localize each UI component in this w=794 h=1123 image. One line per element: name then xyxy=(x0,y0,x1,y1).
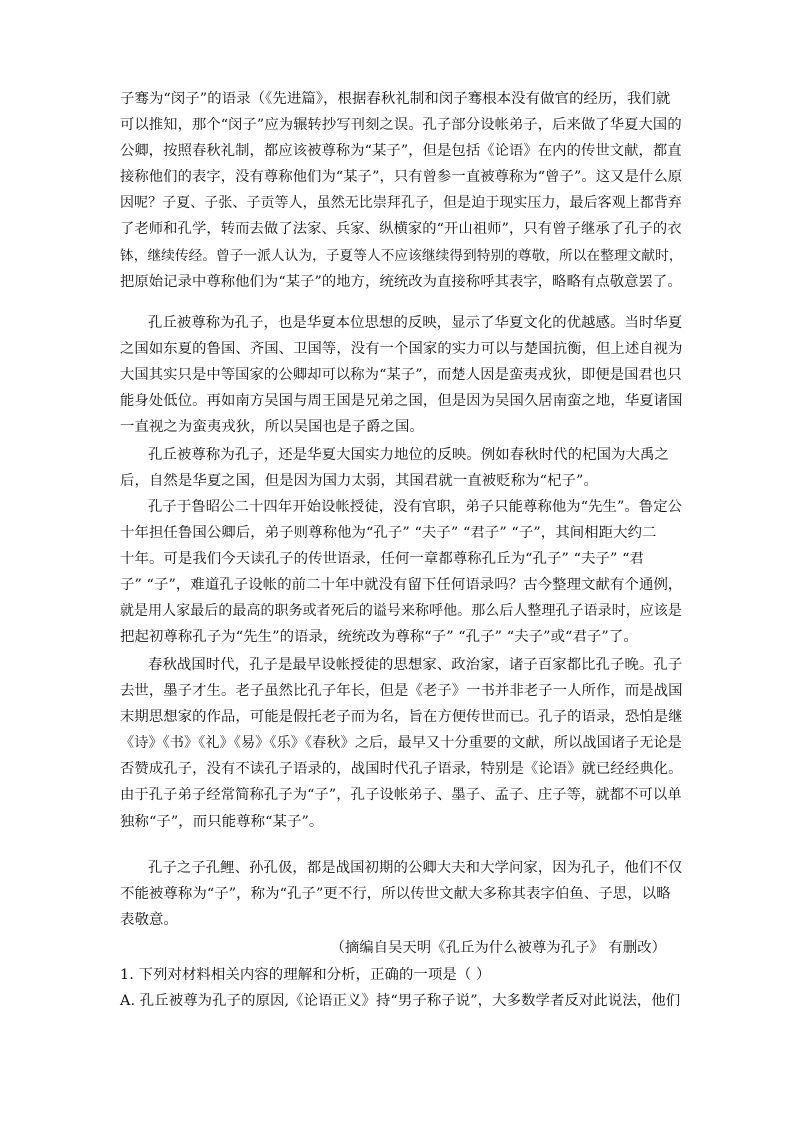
text-line: 孔子之子孔鲤、孙孔伋，都是战国初期的公卿大夫和大学问家，因为孔子，他们不仅 xyxy=(148,860,683,876)
source-citation: （摘编自吴天明《孔丘为什么被尊为孔子》 有删改） xyxy=(330,940,666,956)
paragraph-4 xyxy=(120,494,682,651)
text-line: 孔子于鲁昭公二十四年开始设帐授徒，没有官职，弟子只能尊称他为“先生”。鲁定公 xyxy=(148,499,683,515)
text-line: 大国其实只是中等国家的公卿却可以称为“某子”，而楚人因是蛮夷戎狄，即便是国君也只 xyxy=(120,367,682,384)
text-line: 一直视之为蛮夷戎狄，所以吴国也是子爵之国。 xyxy=(120,419,424,436)
text-line: 子骞为“闵子”的语录（《先进篇》，根据春秋礼制和闵子骞根本没有做官的经历，我们就 xyxy=(120,91,671,107)
text-line: 能身处低位。再如南方吴国与周王国是兄弟之国，但是因为吴国久居南蛮之地，华夏诸国 xyxy=(120,393,683,410)
text-line: 就是用人家最后的最高的职务或者死后的谥号来称呼他。那么后人整理孔子语录时，应该是 xyxy=(120,603,682,620)
paragraph-2 xyxy=(120,310,682,440)
paragraph-6 xyxy=(120,855,682,933)
text-line: 末期思想家的作品，可能是假托老子而为名，旨在方便传世而已。孔子的语录，恐怕是继 xyxy=(120,709,683,726)
text-line: 后，自然是华夏之国，但是因为国力太弱，其国君就一直被贬称为“杞子”。 xyxy=(120,473,598,490)
text-line: 公卿，按照春秋礼制，都应该被尊称为“某子”，但是包括《论语》在内的传世文献，都直 xyxy=(120,143,682,160)
text-line: 独称“子”，而只能尊称“某子”。 xyxy=(120,813,324,830)
text-line: 春秋战国时代，孔子是最早设帐授徒的思想家、政治家，诸子百家都比孔子晚。孔子 xyxy=(148,657,683,673)
text-line: 钵，继续传经。曾子一派人认为，子夏等人不应该继续得到特别的尊敬，所以在整理文献时， xyxy=(120,247,683,264)
paragraph-5 xyxy=(120,652,682,835)
text-line: 去世，墨子才生。老子虽然比孔子年长，但是《老子》一书并非老子一人所作，而是战国 xyxy=(120,683,683,700)
question-stem: 1. 下列对材料相关内容的理解和分析，正确的一项是（ ） xyxy=(120,967,491,983)
text-line: 把起初尊称孔子为“先生”的语录，统统改为尊称“子” “孔子” “夫子”或“君子”了。 xyxy=(120,629,638,646)
text-line: 之国如东夏的鲁国、齐国、卫国等，没有一个国家的实力可以与楚国抗衡，但上述自视为 xyxy=(120,341,683,358)
text-line: 否赞成孔子，没有不读孔子语录的，战国时代孔子语录，特别是《论语》就已经经典化。 xyxy=(120,761,683,778)
text-line: 接称他们的表字，没有尊称他们为“某子”，只有曾参一直被尊称为“曾子”。这又是什么原 xyxy=(120,169,683,186)
paragraph-1 xyxy=(120,86,682,295)
paragraph-3 xyxy=(120,442,682,494)
question-1 xyxy=(120,962,682,1014)
text-line: 表敬意。 xyxy=(120,912,178,929)
text-line: 《诗》《书》《礼》《易》《乐》《春秋》之后，最早又十分重要的文献，所以战国诸子无论是 xyxy=(120,735,682,752)
text-line: 孔丘被尊称为孔子，还是华夏大国实力地位的反映。例如春秋时代的杞国为大禹之 xyxy=(148,447,669,463)
text-line: 孔丘被尊称为孔子，也是华夏本位思想的反映，显示了华夏文化的优越感。当时华夏 xyxy=(148,315,683,331)
text-line: 子” “子”，难道孔子设帐的前二十年中就没有留下任何语录吗？古今整理文献有个通例， xyxy=(120,577,683,594)
text-line: 不能被尊称为“子”，称为“孔子”更不行，所以传世文献大多称其表字伯鱼、子思，以略 xyxy=(120,886,671,903)
text-line: 十年担任鲁国公卿后，弟子则尊称他为“孔子” “夫子” “君子” “子”，其间相距大约二 xyxy=(120,525,657,542)
text-line: 由于孔子弟子经常简称孔子为“子”，孔子设帐弟子、墨子、孟子、庄子等，就都不可以单 xyxy=(120,787,682,804)
question-option-a: A. 孔丘被尊为孔子的原因,《论语正义》持“男子称子说”，大多数学者反对此说法，他们 xyxy=(120,993,681,1010)
text-line: 了老师和孔学，转而去做了法家、兵家、纵横家的“开山祖师”，只有曾子继承了孔子的衣 xyxy=(120,221,682,238)
text-line: 十年。可是我们今天读孔子的传世语录，任何一章都尊称孔丘为“孔子” “夫子” “君 xyxy=(120,551,645,568)
text-line: 可以推知，那个“闵子”应为辗转抄写刊刻之误。孔子部分设帐弟子，后来做了华夏大国的 xyxy=(120,117,682,134)
text-line: 因呢？子夏、子张、子贡等人，虽然无比崇拜孔子，但是迫于现实压力，最后客观上都背弃 xyxy=(120,195,682,212)
text-line: 把原始记录中尊称他们为“某子”的地方，统统改为直接称呼其表字，略略有点敬意罢了。 xyxy=(120,273,682,290)
